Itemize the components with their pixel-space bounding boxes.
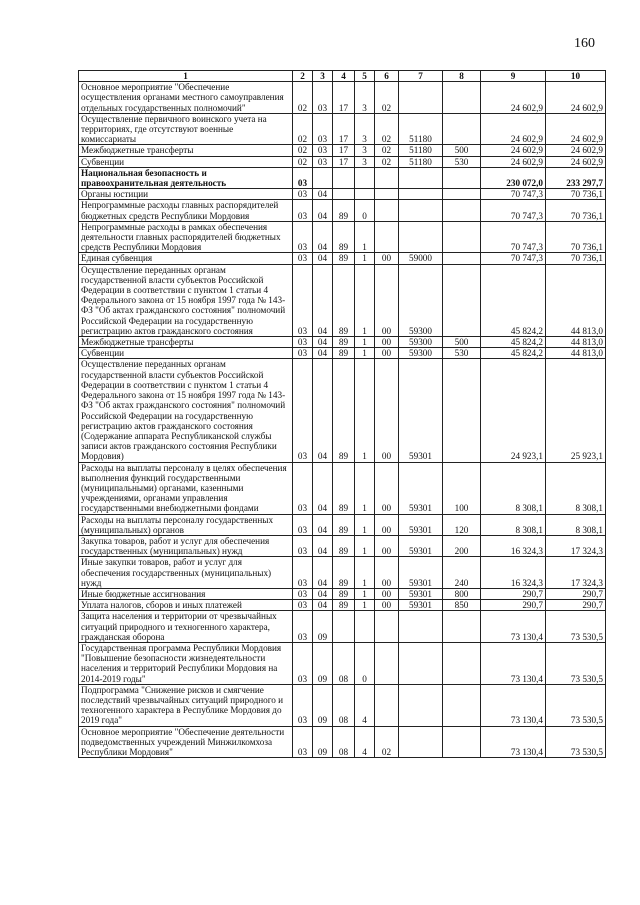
code-cell: 1 bbox=[355, 557, 375, 589]
amount-cell: 233 297,7 bbox=[546, 167, 606, 188]
code-cell: 3 bbox=[355, 156, 375, 167]
code-cell: 03 bbox=[293, 535, 313, 556]
code-cell bbox=[399, 221, 443, 253]
amount-cell: 70 747,3 bbox=[481, 200, 546, 221]
amount-cell: 8 308,1 bbox=[481, 462, 546, 514]
code-cell: 02 bbox=[375, 113, 399, 145]
code-cell bbox=[443, 264, 481, 336]
code-cell: 03 bbox=[293, 588, 313, 599]
code-cell bbox=[443, 82, 481, 114]
code-cell: 59300 bbox=[399, 337, 443, 348]
table-row bbox=[79, 726, 606, 758]
code-cell: 04 bbox=[313, 200, 333, 221]
code-cell: 500 bbox=[443, 337, 481, 348]
code-cell bbox=[443, 726, 481, 758]
amount-cell: 290,7 bbox=[546, 588, 606, 599]
table-row bbox=[79, 588, 606, 599]
code-cell bbox=[443, 167, 481, 188]
amount-cell: 24 923,1 bbox=[481, 359, 546, 462]
table-row bbox=[79, 514, 606, 535]
code-cell: 89 bbox=[333, 514, 355, 535]
code-cell: 00 bbox=[375, 557, 399, 589]
code-cell: 59301 bbox=[399, 557, 443, 589]
code-cell: 4 bbox=[355, 726, 375, 758]
table-header-row bbox=[79, 71, 606, 82]
amount-cell: 73 130,4 bbox=[481, 642, 546, 684]
code-cell: 03 bbox=[293, 557, 313, 589]
code-cell: 00 bbox=[375, 514, 399, 535]
amount-cell: 24 602,9 bbox=[481, 113, 546, 145]
code-cell: 51180 bbox=[399, 145, 443, 156]
code-cell bbox=[375, 684, 399, 726]
code-cell: 04 bbox=[313, 359, 333, 462]
code-cell bbox=[355, 189, 375, 200]
row-label: Субвенции bbox=[79, 348, 293, 359]
row-label: Защита населения и территории от чрезвычайных ситуаций природного и техногенного характера, гражданская оборона bbox=[79, 611, 293, 643]
amount-cell: 290,7 bbox=[481, 600, 546, 611]
amount-cell: 45 824,2 bbox=[481, 337, 546, 348]
row-label: Субвенции bbox=[79, 156, 293, 167]
amount-cell: 44 813,0 bbox=[546, 264, 606, 336]
code-cell: 03 bbox=[293, 264, 313, 336]
code-cell: 03 bbox=[313, 82, 333, 114]
code-cell: 00 bbox=[375, 348, 399, 359]
table-row bbox=[79, 337, 606, 348]
code-cell bbox=[443, 189, 481, 200]
code-cell: 00 bbox=[375, 359, 399, 462]
code-cell: 1 bbox=[355, 600, 375, 611]
code-cell: 04 bbox=[313, 348, 333, 359]
amount-cell: 73 130,4 bbox=[481, 726, 546, 758]
code-cell: 00 bbox=[375, 253, 399, 264]
code-cell: 02 bbox=[293, 145, 313, 156]
code-cell: 03 bbox=[313, 156, 333, 167]
row-label: Непрограммные расходы в рамках обеспечения деятельности главных распорядителей бюджетных средств Республики Мордовия bbox=[79, 221, 293, 253]
code-cell: 04 bbox=[313, 337, 333, 348]
code-cell: 4 bbox=[355, 684, 375, 726]
column-header: 1 bbox=[79, 71, 293, 82]
code-cell: 03 bbox=[293, 337, 313, 348]
table-row bbox=[79, 611, 606, 643]
code-cell: 59300 bbox=[399, 264, 443, 336]
amount-cell: 230 072,0 bbox=[481, 167, 546, 188]
amount-cell: 8 308,1 bbox=[481, 514, 546, 535]
table-row bbox=[79, 156, 606, 167]
code-cell: 00 bbox=[375, 337, 399, 348]
column-header: 5 bbox=[355, 71, 375, 82]
amount-cell: 25 923,1 bbox=[546, 359, 606, 462]
code-cell: 1 bbox=[355, 359, 375, 462]
amount-cell: 24 602,9 bbox=[481, 82, 546, 114]
code-cell: 59301 bbox=[399, 462, 443, 514]
code-cell: 04 bbox=[313, 253, 333, 264]
code-cell: 03 bbox=[293, 200, 313, 221]
code-cell: 00 bbox=[375, 462, 399, 514]
code-cell: 3 bbox=[355, 113, 375, 145]
amount-cell: 44 813,0 bbox=[546, 337, 606, 348]
table-row bbox=[79, 145, 606, 156]
amount-cell: 73 530,5 bbox=[546, 726, 606, 758]
code-cell bbox=[399, 684, 443, 726]
column-header: 6 bbox=[375, 71, 399, 82]
code-cell: 08 bbox=[333, 684, 355, 726]
row-label: Расходы на выплаты персоналу в целях обеспечения выполнения функций государственными (муниципальными) органами, казенными учреждениями, органами управления государственными внебюджетными фондами bbox=[79, 462, 293, 514]
row-label: Осуществление первичного воинского учета на территориях, где отсутствуют военные комиссариаты bbox=[79, 113, 293, 145]
row-label: Межбюджетные трансферты bbox=[79, 337, 293, 348]
amount-cell: 290,7 bbox=[546, 600, 606, 611]
code-cell: 0 bbox=[355, 642, 375, 684]
code-cell: 17 bbox=[333, 82, 355, 114]
amount-cell: 17 324,3 bbox=[546, 535, 606, 556]
code-cell: 89 bbox=[333, 359, 355, 462]
table-row bbox=[79, 82, 606, 114]
code-cell: 1 bbox=[355, 264, 375, 336]
code-cell: 120 bbox=[443, 514, 481, 535]
table-row bbox=[79, 684, 606, 726]
amount-cell: 17 324,3 bbox=[546, 557, 606, 589]
amount-cell: 290,7 bbox=[481, 588, 546, 599]
code-cell: 00 bbox=[375, 264, 399, 336]
row-label: Иные бюджетные ассигнования bbox=[79, 588, 293, 599]
code-cell: 17 bbox=[333, 113, 355, 145]
code-cell: 800 bbox=[443, 588, 481, 599]
amount-cell: 70 736,1 bbox=[546, 253, 606, 264]
code-cell: 530 bbox=[443, 348, 481, 359]
code-cell: 59000 bbox=[399, 253, 443, 264]
amount-cell: 8 308,1 bbox=[546, 514, 606, 535]
code-cell: 00 bbox=[375, 535, 399, 556]
code-cell: 89 bbox=[333, 200, 355, 221]
amount-cell: 70 736,1 bbox=[546, 221, 606, 253]
code-cell: 03 bbox=[293, 189, 313, 200]
code-cell: 03 bbox=[293, 600, 313, 611]
column-header: 7 bbox=[399, 71, 443, 82]
row-label: Подпрограмма "Снижение рисков и смягчение последствий чрезвычайных ситуаций природного и техногенного характера в Республике Мордовия до 2019 года" bbox=[79, 684, 293, 726]
code-cell bbox=[399, 82, 443, 114]
code-cell bbox=[375, 200, 399, 221]
amount-cell: 70 747,3 bbox=[481, 221, 546, 253]
code-cell bbox=[443, 200, 481, 221]
code-cell bbox=[375, 167, 399, 188]
code-cell: 04 bbox=[313, 462, 333, 514]
amount-cell: 16 324,3 bbox=[481, 535, 546, 556]
code-cell: 0 bbox=[355, 200, 375, 221]
code-cell: 04 bbox=[313, 535, 333, 556]
row-label: Иные закупки товаров, работ и услуг для обеспечения государственных (муниципальных) нужд bbox=[79, 557, 293, 589]
code-cell: 59301 bbox=[399, 600, 443, 611]
page-number: 160 bbox=[574, 36, 595, 51]
row-label: Органы юстиции bbox=[79, 189, 293, 200]
code-cell: 89 bbox=[333, 221, 355, 253]
table-body bbox=[79, 82, 606, 758]
code-cell bbox=[399, 611, 443, 643]
code-cell: 89 bbox=[333, 264, 355, 336]
code-cell: 89 bbox=[333, 253, 355, 264]
code-cell: 03 bbox=[293, 348, 313, 359]
code-cell: 850 bbox=[443, 600, 481, 611]
code-cell bbox=[375, 611, 399, 643]
code-cell bbox=[375, 642, 399, 684]
code-cell: 59301 bbox=[399, 514, 443, 535]
code-cell bbox=[443, 253, 481, 264]
code-cell: 03 bbox=[293, 359, 313, 462]
code-cell: 89 bbox=[333, 337, 355, 348]
code-cell: 08 bbox=[333, 642, 355, 684]
amount-cell: 24 602,9 bbox=[481, 156, 546, 167]
code-cell: 1 bbox=[355, 588, 375, 599]
code-cell: 08 bbox=[333, 726, 355, 758]
amount-cell: 73 530,5 bbox=[546, 684, 606, 726]
code-cell: 17 bbox=[333, 145, 355, 156]
code-cell: 04 bbox=[313, 600, 333, 611]
row-label: Осуществление переданных органам государственной власти субъектов Российской Федерации в соответствии с пунктом 1 статьи 4 Федерального закона от 15 ноября 1997 года № 143-ФЗ "Об актах гражданского состояния" полномочий Российской Федерации на государственную регистрацию актов гражданского состояния bbox=[79, 264, 293, 336]
table-row bbox=[79, 642, 606, 684]
row-label: Национальная безопасность и правоохранительная деятельность bbox=[79, 167, 293, 188]
amount-cell: 24 602,9 bbox=[546, 82, 606, 114]
code-cell: 02 bbox=[293, 82, 313, 114]
table-row bbox=[79, 264, 606, 336]
row-label: Закупка товаров, работ и услуг для обеспечения государственных (муниципальных) нужд bbox=[79, 535, 293, 556]
code-cell: 04 bbox=[313, 557, 333, 589]
column-header: 4 bbox=[333, 71, 355, 82]
code-cell bbox=[443, 684, 481, 726]
code-cell: 04 bbox=[313, 264, 333, 336]
amount-cell: 70 736,1 bbox=[546, 189, 606, 200]
code-cell: 1 bbox=[355, 462, 375, 514]
code-cell: 89 bbox=[333, 348, 355, 359]
code-cell: 00 bbox=[375, 588, 399, 599]
code-cell: 00 bbox=[375, 600, 399, 611]
row-label: Основное мероприятие "Обеспечение деятельности подведомственных учреждений Минжилкомхоза Республики Мордовия" bbox=[79, 726, 293, 758]
code-cell: 03 bbox=[293, 253, 313, 264]
code-cell bbox=[355, 167, 375, 188]
code-cell bbox=[443, 113, 481, 145]
code-cell: 59301 bbox=[399, 588, 443, 599]
amount-cell: 24 602,9 bbox=[481, 145, 546, 156]
row-label: Единая субвенция bbox=[79, 253, 293, 264]
code-cell bbox=[399, 726, 443, 758]
code-cell: 59301 bbox=[399, 359, 443, 462]
code-cell bbox=[399, 189, 443, 200]
code-cell: 200 bbox=[443, 535, 481, 556]
table-row bbox=[79, 189, 606, 200]
code-cell: 1 bbox=[355, 337, 375, 348]
code-cell: 04 bbox=[313, 588, 333, 599]
code-cell bbox=[443, 611, 481, 643]
code-cell: 89 bbox=[333, 557, 355, 589]
table-row bbox=[79, 462, 606, 514]
code-cell: 03 bbox=[293, 167, 313, 188]
code-cell: 02 bbox=[375, 726, 399, 758]
code-cell: 03 bbox=[293, 611, 313, 643]
code-cell: 89 bbox=[333, 588, 355, 599]
amount-cell: 24 602,9 bbox=[546, 113, 606, 145]
code-cell bbox=[399, 167, 443, 188]
code-cell: 09 bbox=[313, 611, 333, 643]
table-row bbox=[79, 348, 606, 359]
table-row bbox=[79, 200, 606, 221]
row-label: Расходы на выплаты персоналу государственных (муниципальных) органов bbox=[79, 514, 293, 535]
column-header: 2 bbox=[293, 71, 313, 82]
code-cell: 09 bbox=[313, 684, 333, 726]
code-cell bbox=[399, 642, 443, 684]
code-cell: 04 bbox=[313, 514, 333, 535]
code-cell bbox=[375, 189, 399, 200]
row-label: Уплата налогов, сборов и иных платежей bbox=[79, 600, 293, 611]
code-cell: 04 bbox=[313, 189, 333, 200]
code-cell: 59300 bbox=[399, 348, 443, 359]
table-row bbox=[79, 600, 606, 611]
table-row bbox=[79, 359, 606, 462]
amount-cell: 70 747,3 bbox=[481, 253, 546, 264]
code-cell: 1 bbox=[355, 514, 375, 535]
amount-cell: 24 602,9 bbox=[546, 145, 606, 156]
amount-cell: 8 308,1 bbox=[546, 462, 606, 514]
code-cell: 3 bbox=[355, 145, 375, 156]
code-cell bbox=[333, 167, 355, 188]
code-cell: 51180 bbox=[399, 156, 443, 167]
column-header: 3 bbox=[313, 71, 333, 82]
code-cell: 89 bbox=[333, 462, 355, 514]
code-cell: 02 bbox=[293, 113, 313, 145]
code-cell: 02 bbox=[375, 82, 399, 114]
amount-cell: 73 130,4 bbox=[481, 684, 546, 726]
code-cell: 09 bbox=[313, 726, 333, 758]
code-cell: 1 bbox=[355, 348, 375, 359]
column-header: 8 bbox=[443, 71, 481, 82]
amount-cell: 24 602,9 bbox=[546, 156, 606, 167]
row-label: Государственная программа Республики Мордовия "Повышение безопасности жизнедеятельности населения и территорий Республики Мордовия на 2014-2019 годы" bbox=[79, 642, 293, 684]
amount-cell: 73 530,5 bbox=[546, 642, 606, 684]
code-cell bbox=[333, 611, 355, 643]
row-label: Непрограммные расходы главных распорядителей бюджетных средств Республики Мордовия bbox=[79, 200, 293, 221]
amount-cell: 16 324,3 bbox=[481, 557, 546, 589]
code-cell: 03 bbox=[293, 514, 313, 535]
code-cell: 89 bbox=[333, 600, 355, 611]
code-cell: 02 bbox=[375, 156, 399, 167]
code-cell bbox=[443, 359, 481, 462]
table-row bbox=[79, 221, 606, 253]
row-label: Основное мероприятие "Обеспечение осуществления органами местного самоуправления отдельных государственных полномочий" bbox=[79, 82, 293, 114]
budget-table bbox=[78, 70, 606, 758]
table-row bbox=[79, 253, 606, 264]
code-cell: 240 bbox=[443, 557, 481, 589]
code-cell bbox=[333, 189, 355, 200]
amount-cell: 70 747,3 bbox=[481, 189, 546, 200]
code-cell: 500 bbox=[443, 145, 481, 156]
code-cell bbox=[399, 200, 443, 221]
code-cell: 1 bbox=[355, 221, 375, 253]
code-cell: 03 bbox=[313, 145, 333, 156]
code-cell: 03 bbox=[293, 221, 313, 253]
code-cell bbox=[443, 642, 481, 684]
table-row bbox=[79, 535, 606, 556]
code-cell: 02 bbox=[375, 145, 399, 156]
code-cell: 100 bbox=[443, 462, 481, 514]
table-row bbox=[79, 557, 606, 589]
code-cell: 17 bbox=[333, 156, 355, 167]
code-cell: 03 bbox=[313, 113, 333, 145]
column-header: 10 bbox=[546, 71, 606, 82]
table-row bbox=[79, 113, 606, 145]
amount-cell: 70 736,1 bbox=[546, 200, 606, 221]
code-cell: 89 bbox=[333, 535, 355, 556]
amount-cell: 73 130,4 bbox=[481, 611, 546, 643]
code-cell bbox=[355, 611, 375, 643]
code-cell: 09 bbox=[313, 642, 333, 684]
code-cell: 1 bbox=[355, 253, 375, 264]
amount-cell: 45 824,2 bbox=[481, 264, 546, 336]
code-cell: 03 bbox=[293, 642, 313, 684]
code-cell: 03 bbox=[293, 726, 313, 758]
amount-cell: 73 530,5 bbox=[546, 611, 606, 643]
amount-cell: 44 813,0 bbox=[546, 348, 606, 359]
code-cell bbox=[313, 167, 333, 188]
code-cell: 51180 bbox=[399, 113, 443, 145]
row-label: Осуществление переданных органам государственной власти субъектов Российской Федерации в соответствии с пунктом 1 статьи 4 Федерального закона от 15 ноября 1997 года № 143-ФЗ "Об актах гражданского состояния" полномочий Российской Федерации на государственную регистрацию актов гражданского состояния (Содержание аппарата Республиканской службы записи актов гражданского состояния Республики Мордовия) bbox=[79, 359, 293, 462]
code-cell: 1 bbox=[355, 535, 375, 556]
code-cell bbox=[375, 221, 399, 253]
code-cell bbox=[443, 221, 481, 253]
row-label: Межбюджетные трансферты bbox=[79, 145, 293, 156]
code-cell: 59301 bbox=[399, 535, 443, 556]
code-cell: 530 bbox=[443, 156, 481, 167]
code-cell: 03 bbox=[293, 462, 313, 514]
code-cell: 04 bbox=[313, 221, 333, 253]
code-cell: 3 bbox=[355, 82, 375, 114]
code-cell: 02 bbox=[293, 156, 313, 167]
table-row bbox=[79, 167, 606, 188]
column-header: 9 bbox=[481, 71, 546, 82]
amount-cell: 45 824,2 bbox=[481, 348, 546, 359]
code-cell: 03 bbox=[293, 684, 313, 726]
